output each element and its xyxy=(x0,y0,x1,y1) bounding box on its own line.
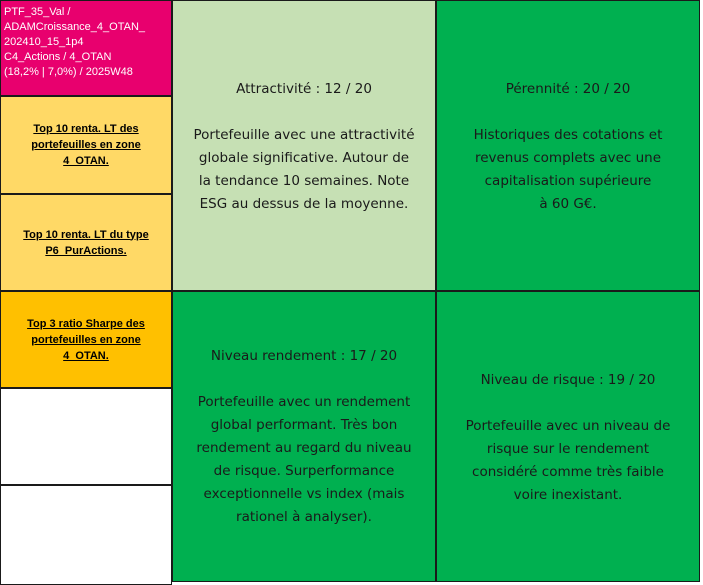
top3-sharpe-link-cell[interactable] xyxy=(0,291,172,388)
attractivite-line-1: Portefeuille avec une attractivité xyxy=(193,127,415,143)
top10-type-link[interactable]: Top 10 renta. LT du type P6_PurActions. xyxy=(23,228,149,257)
perennite-panel xyxy=(436,0,700,291)
empty-cell-2 xyxy=(0,485,172,585)
portfolio-title-block xyxy=(0,0,172,96)
attractivite-line-3: la tendance 10 semaines. Note xyxy=(198,173,410,189)
risque-line-1: Portefeuille avec un niveau de xyxy=(465,418,671,434)
rendement-line-4: de risque. Surperformance xyxy=(213,463,395,479)
attractivite-line-2: globale significative. Autour de xyxy=(198,150,410,166)
title-line-1: PTF_35_Val / xyxy=(4,6,71,18)
perennite-line-1: Historiques des cotations et xyxy=(473,127,663,143)
title-line-2: ADAMCroissance_4_OTAN_ xyxy=(4,21,146,33)
perennite-line-4: à 60 G€. xyxy=(539,196,597,212)
empty-cell-1 xyxy=(0,388,172,485)
rendement-line-3: rendement au regard du niveau xyxy=(196,440,412,456)
title-line-4: C4_Actions / 4_OTAN xyxy=(4,51,112,63)
title-line-3: 202410_15_1p4 xyxy=(4,36,84,48)
rendement-line-1: Portefeuille avec un rendement xyxy=(197,394,411,410)
rendement-line-2: global performant. Très bon xyxy=(210,417,398,433)
top3-sharpe-link[interactable]: Top 3 ratio Sharpe des portefeuilles en zone 4_OTAN. xyxy=(27,317,145,362)
rendement-line-6: rationel à analyser). xyxy=(236,509,372,525)
risque-panel xyxy=(436,291,700,582)
top10-type-link-cell[interactable] xyxy=(0,194,172,291)
risque-line-4: voire inexistant. xyxy=(513,487,623,503)
attractivite-line-4: ESG au dessus de la moyenne. xyxy=(199,196,409,212)
risque-title: Niveau de risque : 19 / 20 xyxy=(480,372,656,388)
top10-zone-link[interactable]: Top 10 renta. LT des portefeuilles en zone 4_OTAN. xyxy=(31,123,141,167)
rendement-title: Niveau rendement : 17 / 20 xyxy=(210,348,398,364)
rendement-line-5: exceptionnelle vs index (mais xyxy=(203,486,405,502)
perennite-title: Pérennité : 20 / 20 xyxy=(505,81,631,97)
risque-line-2: risque sur le rendement xyxy=(486,441,650,457)
attractivite-panel xyxy=(172,0,436,291)
top10-zone-link-cell[interactable] xyxy=(0,96,172,194)
attractivite-title: Attractivité : 12 / 20 xyxy=(236,81,372,97)
rendement-panel xyxy=(172,291,436,582)
title-line-5: (18,2% | 7,0%) / 2025W48 xyxy=(4,66,133,78)
perennite-line-2: revenus complets avec une xyxy=(474,150,662,166)
perennite-line-3: capitalisation supérieure xyxy=(484,173,652,189)
risque-line-3: considéré comme très faible xyxy=(472,464,664,480)
